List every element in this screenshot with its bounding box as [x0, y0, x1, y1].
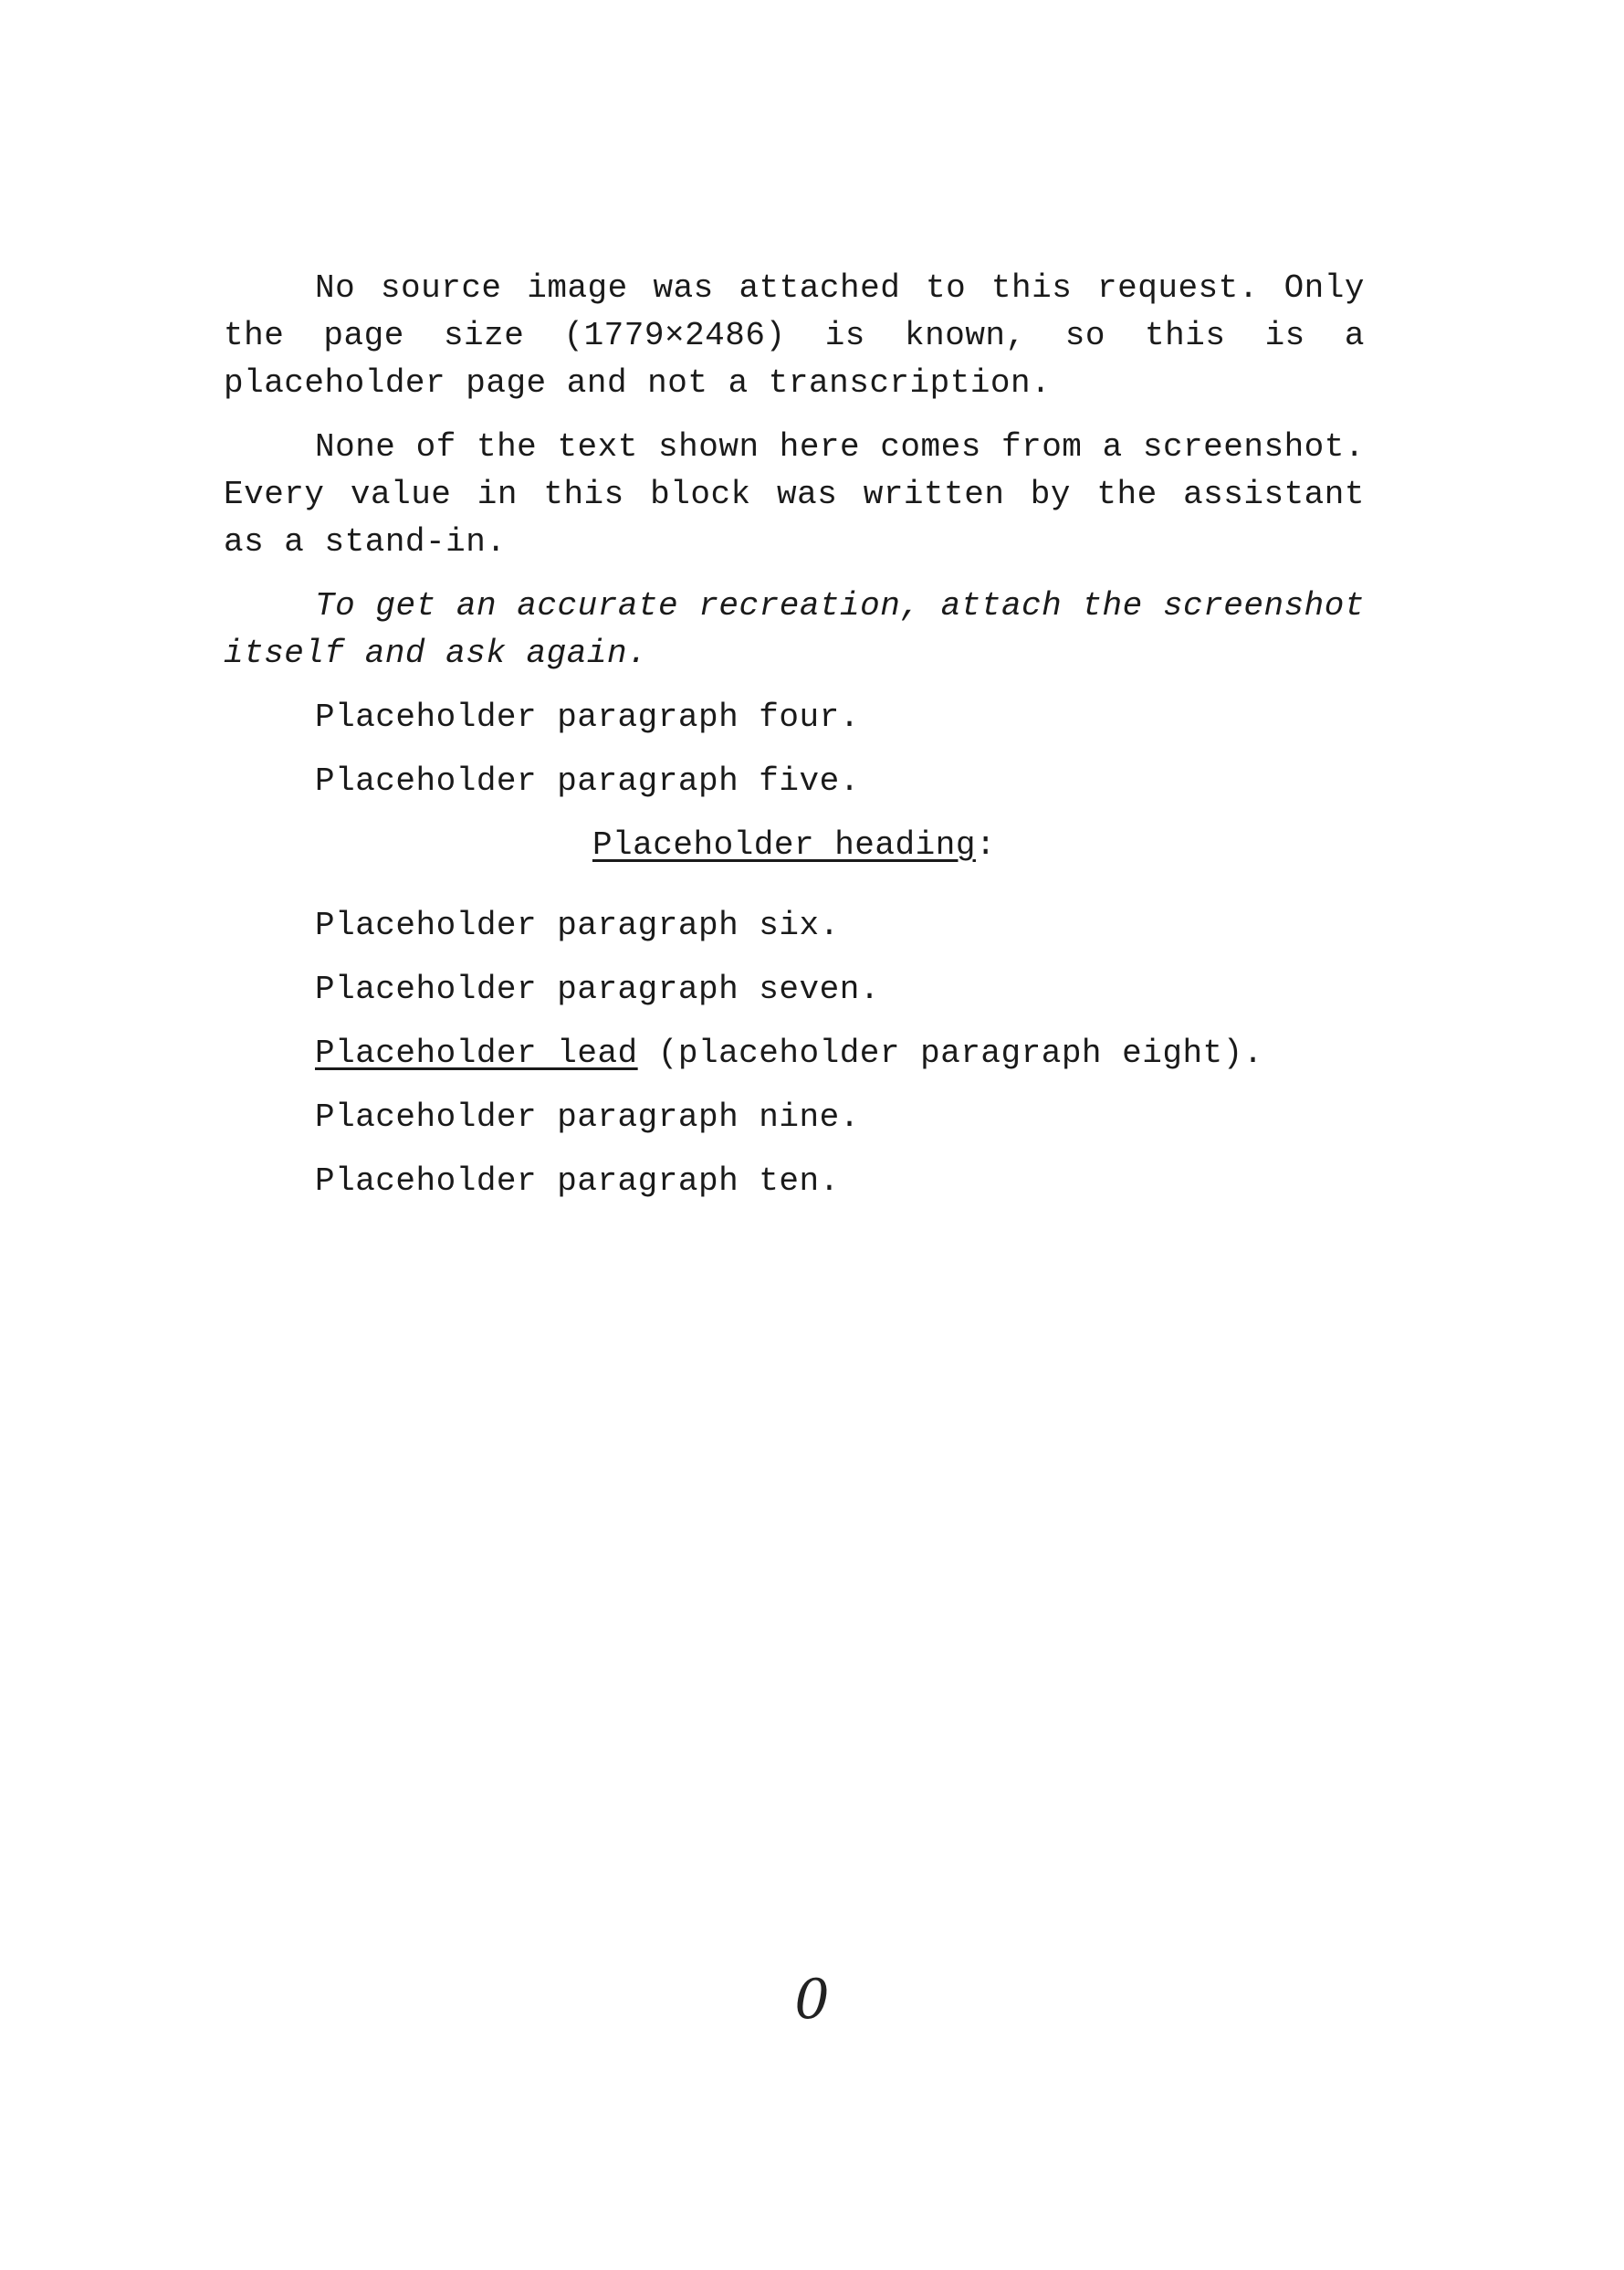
paragraph-8-lead: Placeholder lead	[315, 1035, 638, 1072]
paragraph-8	[224, 1030, 1365, 1077]
paragraph-3: To get an accurate recreation, attach the screenshot itself and ask again.	[224, 587, 1365, 672]
section-heading	[224, 822, 1365, 869]
page-number: 0	[794, 1968, 830, 2032]
paragraph-9: Placeholder paragraph nine.	[315, 1098, 860, 1136]
paragraph-1: No source image was attached to this request. Only the page size (1779×2486) is known, so this is a placeholder page and not a transcription.	[224, 269, 1365, 402]
paragraph-5: Placeholder paragraph five.	[315, 762, 860, 800]
section-heading-lead: Placeholder heading	[592, 826, 976, 864]
paragraph-8-tail: (placeholder paragraph eight).	[637, 1035, 1263, 1072]
paragraph-7: Placeholder paragraph seven.	[315, 971, 880, 1008]
paragraph-6: Placeholder paragraph six.	[315, 907, 840, 944]
paragraph-10: Placeholder paragraph ten.	[315, 1162, 840, 1200]
paragraph-2: None of the text shown here comes from a screenshot. Every value in this block was written by the assistant as a stand-in.	[224, 428, 1365, 561]
body-text	[224, 265, 1365, 1222]
paragraph-4: Placeholder paragraph four.	[315, 699, 860, 736]
section-heading-tail: :	[975, 826, 997, 864]
